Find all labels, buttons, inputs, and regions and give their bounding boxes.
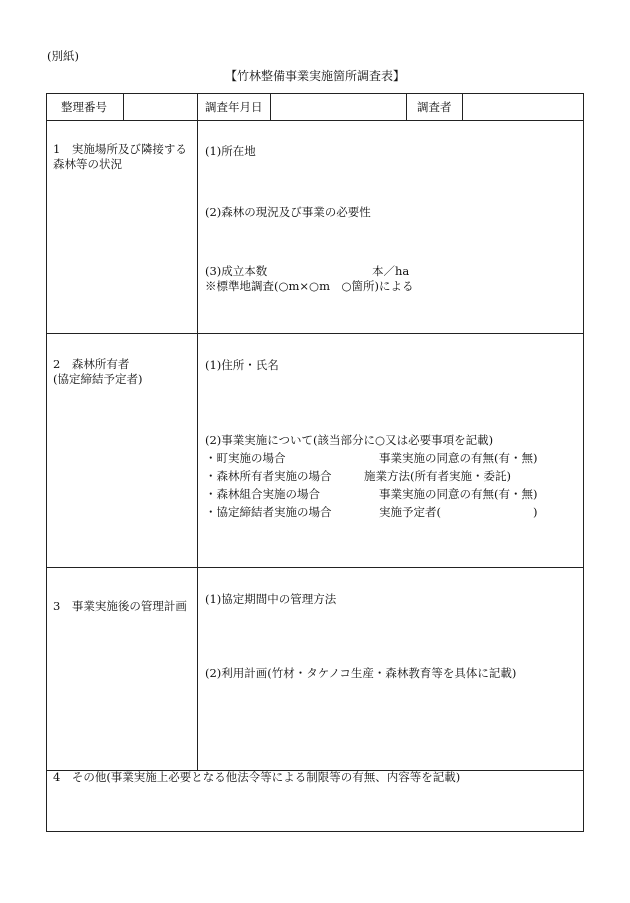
surveyor-label: 調査者 [417,100,452,114]
section2-label: 2 森林所有者 (協定締結予定者) [53,357,143,386]
usage-plan-item: (2)利用計画(竹材・タケノコ生産・森林教育等を具体に記載) [205,666,517,680]
management-method-item: (1)協定期間中の管理方法 [205,592,337,606]
option-row-left: ・森林所有者実施の場合 [205,469,332,483]
forest-condition-item: (2)森林の現況及び事業の必要性 [205,205,371,219]
sample-survey-note: ※標準地調査(○m×○m ○箇所)による [205,279,414,293]
document-title: 【竹林整備事業実施箇所調査表】 [224,69,405,83]
header-divider [462,94,463,120]
option-row-right: 事業実施の同意の有無(有・無) [379,487,538,501]
survey-form-table [46,93,584,832]
section3-label: 3 事業実施後の管理計画 [53,599,187,613]
option-row-left: ・森林組合実施の場合 [205,487,320,501]
section1-divider [47,333,583,334]
address-name-item: (1)住所・氏名 [205,358,279,372]
survey-date-label: 調査年月日 [205,100,263,114]
location-item: (1)所在地 [205,144,256,158]
option-row-right: 実施予定者( ) [379,505,538,519]
header-divider [123,94,124,120]
implementation-item: (2)事業実施について(該当部分に○又は必要事項を記載) [205,433,494,447]
stand-count-unit: 本／ha [372,264,410,278]
stand-count-item: (3)成立本数 [205,264,268,278]
header-row-divider [47,120,583,121]
section4-label: 4 その他(事業実施上必要となる他法令等による制限等の有無、内容等を記載) [53,770,461,784]
label-column-divider [197,120,198,770]
section1-label: 1 実施場所及び隣接する 森林等の状況 [53,142,187,171]
option-row-right: 事業実施の同意の有無(有・無) [379,451,538,465]
header-divider [270,94,271,120]
option-row-right: 施業方法(所有者実施・委託) [364,469,511,483]
attachment-note: (別紙) [47,49,79,63]
header-divider [197,94,198,120]
option-row-left: ・町実施の場合 [205,451,286,465]
header-divider [406,94,407,120]
section2-divider [47,567,583,568]
option-row-left: ・協定締結者実施の場合 [205,505,332,519]
serial-number-label: 整理番号 [61,100,107,114]
